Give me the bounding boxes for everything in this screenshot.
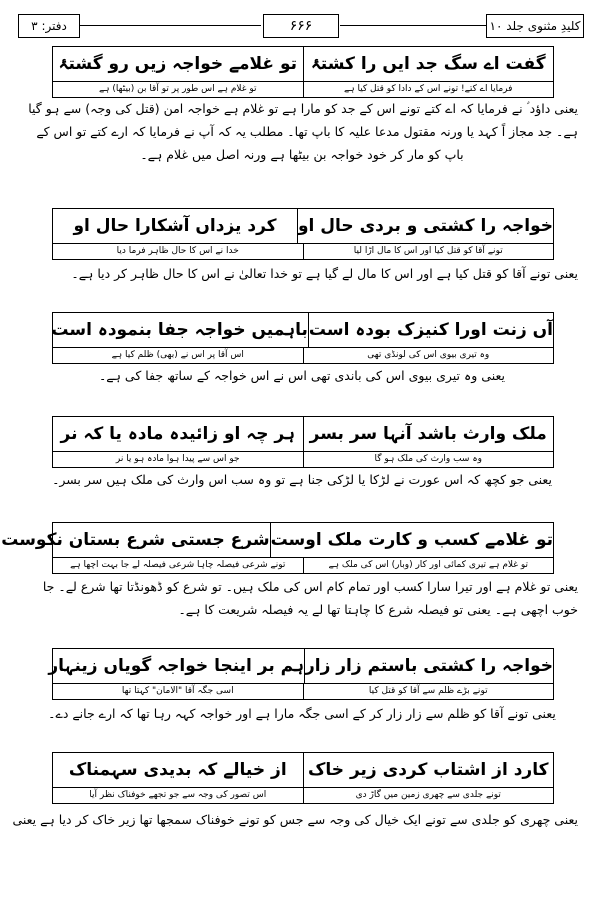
- couplet-box: [52, 416, 554, 468]
- page-header: [18, 12, 584, 42]
- daftar-label: دفتر: ۳: [18, 14, 80, 38]
- book-title: کلیدِ مثنوی جلد ۱۰: [486, 14, 584, 38]
- explanation-line: یعنی تونے آقا کو قتل کیا ہے اور اس کا مال لے گیا ہے تو خدا تعالیٰ نے اس کا حال ظاہر کر دیا ہے۔: [71, 266, 578, 281]
- verse-first-hemistich: گفت اے سگ جد ایں را کشتۂ: [310, 54, 546, 74]
- verse-first-hemistich: کارد از اشتاب کردی زیر خاک: [308, 760, 549, 780]
- verse-second-hemistich: تو غلامے خواجہ زیں رو گشتۂ: [53, 47, 304, 81]
- verse-first-hemistich: ملک وارث باشد آنہا سر بسر: [309, 424, 547, 444]
- gloss-second-hemistich: جو اس سے پیدا ہوا مادہ ہو یا نر: [53, 452, 304, 467]
- explanation-line: یعنی جو کچھ کہ اس عورت نے لڑکا یا لڑکی جنا ہے تو وہ سب اس وارث کی ملک ہیں سر بسر۔: [52, 472, 552, 487]
- gloss-second-hemistich: تو غلام ہے اس طور پر تو آقا بن (بیٹھا) ہے: [53, 82, 304, 97]
- header-rule-right: [340, 25, 486, 26]
- verse-first-hemistich: خواجہ را کشتی و بردی حال او: [297, 216, 553, 236]
- verse-second-hemistich: شرع جستی شرع بستان نکوست: [1, 523, 270, 557]
- couplet-box: [52, 312, 554, 364]
- verse-first-hemistich: خواجہ را کشتی باستم زار زار: [304, 656, 553, 676]
- gloss-first-hemistich: تونے آقا کو قتل کیا اور اس کا مال اڑا لیا: [353, 246, 503, 256]
- verse-first-hemistich: تو غلامے کسب و کارت ملک اوست: [270, 530, 553, 550]
- explanation-line: یعنی چھری کو جلدی سے تونے ایک خیال کی وجہ سے جس کو تونے خوفناک سمجھا تھا زیر خاک کر دیا ہے یعنی: [12, 812, 578, 827]
- book-page: [1, 12, 584, 892]
- couplet-box: [48, 648, 554, 700]
- gloss-second-hemistich: اس آقا پر اس نے (بھی) ظلم کیا ہے: [53, 348, 304, 363]
- gloss-first-hemistich: وہ تیری بیوی اس کی لونڈی تھی: [367, 350, 490, 360]
- explanation-line: یعنی داؤد ؑ نے فرمایا کہ اے کتے تونے اس کے جد کو مارا ہے تو غلام ہے خواجہ امن (قتل کی وجہ) سے ہو گیا: [28, 101, 578, 116]
- gloss-first-hemistich: وہ سب وارث کی ملک ہو گا: [374, 454, 482, 464]
- verse-second-hemistich: از خیالے کہ بدیدی سہمناک: [53, 753, 304, 787]
- verse-first-hemistich: آں زنت اورا کنیزک بودہ است: [308, 320, 553, 340]
- gloss-first-hemistich: تونے بڑے ظلم سے آقا کو قتل کیا: [368, 686, 488, 696]
- gloss-first-hemistich: فرمایا اے کتے! تونے اس کے دادا کو قتل کیا ہے: [344, 84, 513, 94]
- gloss-first-hemistich: تونے جلدی سے چھری زمین میں گاڑ دی: [355, 790, 501, 800]
- explanation-line: یعنی تونے آقا کو ظلم سے زار زار کر کے اسی جگہ مارا ہے اور خواجہ کہہ رہا تھا کہ ارے جانے دے۔: [48, 706, 556, 721]
- couplet-box: [52, 46, 554, 98]
- verse-second-hemistich: ہر چہ او زائیدہ مادہ یا کہ نر: [53, 417, 304, 451]
- gloss-second-hemistich: اسی جگہ آقا "الامان" کہتا تھا: [53, 684, 304, 699]
- gloss-first-hemistich: تو غلام ہے تیری کمائی اور کار (وبار) اس کی ملک ہے: [328, 560, 528, 570]
- verse-second-hemistich: ہم بر اینجا خواجہ گویاں زینہار: [48, 649, 305, 683]
- gloss-second-hemistich: اس تصور کی وجہ سے جو تجھے خوفناک نظر آیا: [53, 788, 304, 803]
- couplet-box: [52, 752, 554, 804]
- explanation-line: خوب اچھی ہے۔ یعنی تو فیصلہ شرع کا چاہتا تھا لے یہ فیصلہ شریعت کا ہے۔: [178, 602, 578, 617]
- explanation-line: باپ کو مار کر خود خواجہ بن بیٹھا ہے ورنہ اصل میں غلام ہے۔: [140, 147, 464, 162]
- verse-second-hemistich: باہمیں خواجہ جفا بنمودہ است: [51, 313, 308, 347]
- explanation-line: یعنی وہ تیری بیوی اس کی باندی تھی اس نے اس خواجہ کے ساتھ جفا کی ہے۔: [98, 368, 506, 383]
- couplet-box: [52, 208, 554, 260]
- page-number: ۶۶۶: [263, 14, 339, 38]
- gloss-second-hemistich: تونے شرعی فیصلہ چاہا شرعی فیصلہ لے جا بہت اچھا ہے: [53, 558, 304, 573]
- couplet-box: [1, 522, 554, 574]
- gloss-second-hemistich: خدا نے اس کا حال ظاہر فرما دیا: [53, 244, 304, 259]
- explanation-line: یعنی تو غلام ہے اور تیرا سارا کسب اور تمام کام اس کی ملک ہیں۔ تو شرع کو ڈھونڈتا تھا شرع لے۔ جا: [42, 579, 578, 594]
- verse-second-hemistich: کرد یزداں آشکارا حال او: [53, 209, 298, 243]
- header-rule-left: [80, 25, 261, 26]
- explanation-line: ہے۔ جد مجاز اً کہد یا ورنہ مقتول مدعا علیہ کا باپ تھا۔ مطلب یہ کہ آپ نے فرمایا کہ ارے کتے تو اس کے: [36, 124, 578, 139]
